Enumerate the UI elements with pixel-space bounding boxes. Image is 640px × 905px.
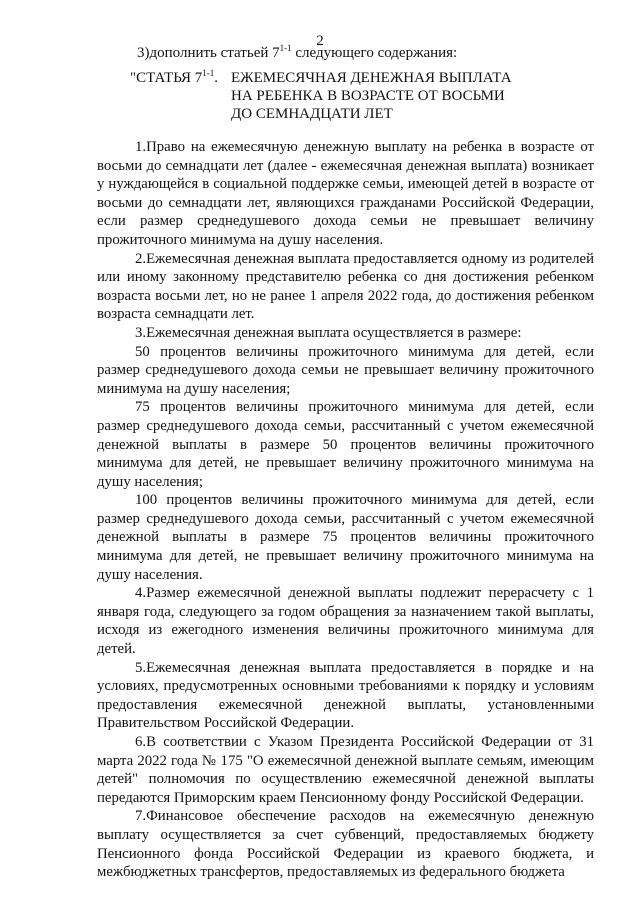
paragraph-3-item-75: 75 процентов величины прожиточного минимума для детей, если размер среднедушевого дохода семьи, рассчитанный с учетом ежемесячной денежной выплаты в размере 50 процентов величины прожиточного минимума для детей, не превышает величину прожиточного минимума на душу населения; (97, 399, 594, 490)
article-title (231, 69, 512, 123)
article-prefix-dot: . (214, 70, 219, 86)
paragraph-3: 3.Ежемесячная денежная выплата осуществляется в размере: (135, 324, 522, 341)
amendment-intro-text: 3)дополнить статьей 7 (137, 45, 280, 61)
article-title-line: ДО СЕМНАДЦАТИ ЛЕТ (231, 106, 393, 122)
article-title-line: ЕЖЕМЕСЯЧНАЯ ДЕНЕЖНАЯ ВЫПЛАТА (231, 70, 512, 86)
paragraph-3-item-50: 50 процентов величины прожиточного минимума для детей, если размер среднедушевого дохода семьи не превышает величину прожиточного минимума на душу населения; (97, 343, 594, 397)
paragraph-4: 4.Размер ежемесячной денежной выплаты подлежит перерасчету с 1 января года, следующего за годом обращения за назначением такой выплаты, исходя из ежегодного изменения величины прожиточного минимума для детей. (97, 585, 594, 658)
article-number (130, 69, 218, 87)
page-number: 2 (316, 33, 324, 49)
paragraph-2: 2.Ежемесячная денежная выплата предоставляется одному из родителей или иному законному представителю ребенка со дня достижения ребенком возраста восьми лет, но не ранее 1 апреля 2022 года, до достижения ребенком возраста семнадцати лет. (97, 250, 594, 323)
article-body (97, 138, 594, 882)
paragraph-6: 6.В соответствии с Указом Президента Российской Федерации от 31 марта 2022 года № 175 "О ежемесячной денежной выплате семьям, имеющим детей" полномочия по осуществлению ежемесячной денежной выплаты передаются Приморским краем Пенсионному фонду Российской Федерации. (97, 734, 594, 806)
amendment-intro-superscript: 1-1 (279, 43, 292, 53)
amendment-intro (137, 44, 457, 62)
article-title-line: НА РЕБЕНКА В ВОЗРАСТЕ ОТ ВОСЬМИ (231, 88, 505, 104)
amendment-intro-tail: следующего содержания: (291, 45, 458, 61)
paragraph-5: 5.Ежемесячная денежная выплата предоставляется в порядке и на условиях, предусмотренных основными требованиями к порядку и условиям предоставления ежемесячной денежной выплаты, установленными Правительством Российской Федерации. (97, 659, 594, 732)
article-prefix-superscript: 1-1 (202, 68, 215, 78)
paragraph-1: 1.Право на ежемесячную денежную выплату на ребенка в возрасте от восьми до семнадцати лет (далее - ежемесячная денежная выплата) возникает у нуждающейся в социальной поддержке семьи, имеющей детей в возрасте от восьми до семнадцати лет, являющихся гражданами Российской Федерации, если размер среднедушевого дохода семьи не превышает величину прожиточного минимума на душу населения. (97, 139, 594, 248)
paragraph-7: 7.Финансовое обеспечение расходов на ежемесячную денежную выплату осуществляется за счет субвенций, предоставляемых бюджету Пенсионного фонда Российской Федерации из краевого бюджета, и межбюджетных трансфертов, предоставляемых из федерального бюджета (97, 808, 594, 881)
article-prefix-text: "СТАТЬЯ 7 (130, 70, 203, 86)
paragraph-3-item-100: 100 процентов величины прожиточного минимума для детей, если размер среднедушевого дохода семьи, рассчитанный с учетом ежемесячной денежной выплаты в размере 75 процентов величины прожиточного минимума для детей, не превышает величину прожиточного минимума на душу населения. (97, 492, 594, 583)
